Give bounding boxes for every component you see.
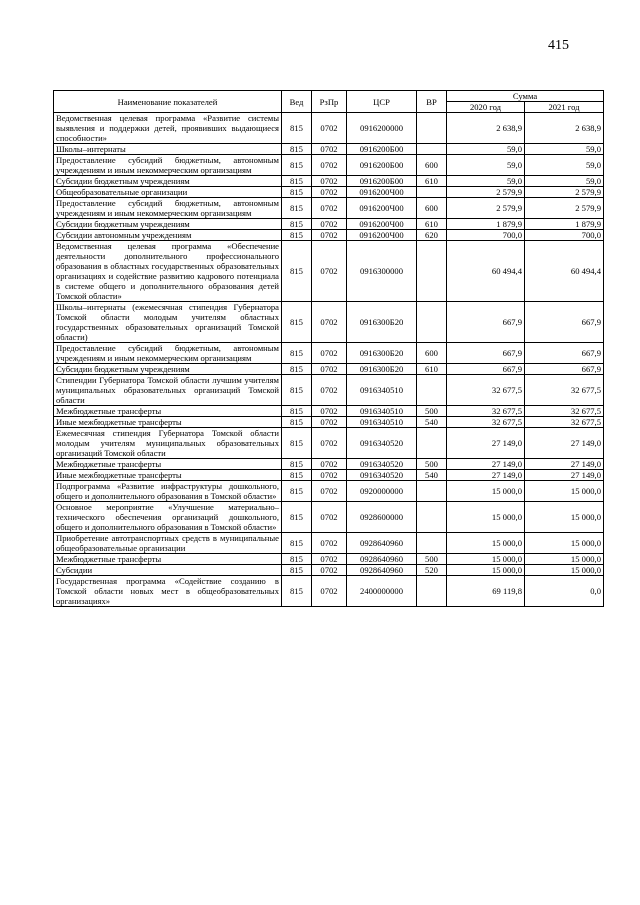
- table-row: [54, 302, 604, 343]
- cell-csr: 0916300Б20: [347, 302, 417, 343]
- cell-2020: 2 579,9: [447, 187, 525, 198]
- cell-vr: 610: [417, 219, 447, 230]
- cell-rzpr: 0702: [312, 155, 347, 176]
- budget-table: [53, 90, 604, 607]
- cell-ved: 815: [282, 459, 312, 470]
- cell-name: Предоставление субсидий бюджетным, автономным учреждениям и иным некоммерческим организациям: [54, 155, 282, 176]
- cell-2020: 60 494,4: [447, 241, 525, 302]
- table-row: [54, 533, 604, 554]
- table-row: [54, 565, 604, 576]
- cell-vr: 610: [417, 364, 447, 375]
- cell-name: Иные межбюджетные трансферты: [54, 417, 282, 428]
- cell-rzpr: 0702: [312, 576, 347, 607]
- cell-name: Ведомственная целевая программа «Обеспечение деятельности дополнительного профессионального образования в областных государственных образовательных организациях и содействие развитию кадрового потенциала в системе общего и дополнительного образования детей Томской области»: [54, 241, 282, 302]
- cell-ved: 815: [282, 230, 312, 241]
- table-row: [54, 406, 604, 417]
- cell-2020: 27 149,0: [447, 428, 525, 459]
- cell-name: Субсидии бюджетным учреждениям: [54, 364, 282, 375]
- table-row: [54, 230, 604, 241]
- cell-2020: 15 000,0: [447, 565, 525, 576]
- cell-2020: 2 638,9: [447, 113, 525, 144]
- cell-2021: 667,9: [525, 343, 604, 364]
- cell-csr: 2400000000: [347, 576, 417, 607]
- cell-csr: 0916340510: [347, 417, 417, 428]
- cell-rzpr: 0702: [312, 230, 347, 241]
- cell-rzpr: 0702: [312, 302, 347, 343]
- cell-vr: [417, 428, 447, 459]
- cell-rzpr: 0702: [312, 198, 347, 219]
- table-row: [54, 417, 604, 428]
- cell-2021: 27 149,0: [525, 459, 604, 470]
- cell-vr: 600: [417, 155, 447, 176]
- cell-ved: 815: [282, 533, 312, 554]
- table-row: [54, 428, 604, 459]
- cell-ved: 815: [282, 176, 312, 187]
- cell-csr: 0916200Б00: [347, 155, 417, 176]
- cell-rzpr: 0702: [312, 502, 347, 533]
- page-number: 415: [548, 38, 569, 53]
- cell-csr: 0916340520: [347, 459, 417, 470]
- cell-rzpr: 0702: [312, 459, 347, 470]
- cell-rzpr: 0702: [312, 144, 347, 155]
- table-row: [54, 155, 604, 176]
- cell-rzpr: 0702: [312, 113, 347, 144]
- cell-csr: 0916200Ч00: [347, 230, 417, 241]
- cell-2020: 667,9: [447, 302, 525, 343]
- cell-rzpr: 0702: [312, 565, 347, 576]
- cell-2021: 32 677,5: [525, 417, 604, 428]
- cell-csr: 0916300000: [347, 241, 417, 302]
- cell-2021: 15 000,0: [525, 481, 604, 502]
- table-row: [54, 470, 604, 481]
- table-row: [54, 375, 604, 406]
- cell-2021: 2 638,9: [525, 113, 604, 144]
- cell-vr: 540: [417, 470, 447, 481]
- cell-2021: 0,0: [525, 576, 604, 607]
- cell-2021: 59,0: [525, 144, 604, 155]
- table-row: [54, 554, 604, 565]
- cell-vr: [417, 533, 447, 554]
- cell-2020: 15 000,0: [447, 502, 525, 533]
- cell-vr: [417, 187, 447, 198]
- cell-ved: 815: [282, 302, 312, 343]
- cell-csr: 0916340520: [347, 470, 417, 481]
- cell-vr: [417, 502, 447, 533]
- cell-ved: 815: [282, 187, 312, 198]
- cell-ved: 815: [282, 144, 312, 155]
- cell-2020: 69 119,8: [447, 576, 525, 607]
- cell-csr: 0916200Б00: [347, 176, 417, 187]
- cell-vr: [417, 302, 447, 343]
- cell-ved: 815: [282, 470, 312, 481]
- cell-name: Стипендии Губернатора Томской области лучшим учителям муниципальных образовательных организаций Томской области: [54, 375, 282, 406]
- cell-2020: 15 000,0: [447, 554, 525, 565]
- cell-name: Межбюджетные трансферты: [54, 554, 282, 565]
- cell-2021: 59,0: [525, 176, 604, 187]
- table-row: [54, 113, 604, 144]
- cell-ved: 815: [282, 198, 312, 219]
- cell-2021: 667,9: [525, 364, 604, 375]
- cell-2020: 667,9: [447, 343, 525, 364]
- cell-csr: 0916200Б00: [347, 144, 417, 155]
- cell-csr: 0916200Ч00: [347, 198, 417, 219]
- cell-ved: 815: [282, 343, 312, 364]
- table-row: [54, 459, 604, 470]
- table-row: [54, 502, 604, 533]
- cell-name: Приобретение автотранспортных средств в муниципальные общеобразовательные организации: [54, 533, 282, 554]
- cell-2020: 27 149,0: [447, 459, 525, 470]
- cell-vr: 500: [417, 554, 447, 565]
- cell-name: Школы–интернаты: [54, 144, 282, 155]
- cell-vr: 610: [417, 176, 447, 187]
- cell-rzpr: 0702: [312, 481, 347, 502]
- cell-ved: 815: [282, 219, 312, 230]
- cell-ved: 815: [282, 428, 312, 459]
- cell-2020: 2 579,9: [447, 198, 525, 219]
- cell-ved: 815: [282, 554, 312, 565]
- cell-2021: 1 879,9: [525, 219, 604, 230]
- cell-csr: 0928600000: [347, 502, 417, 533]
- cell-2021: 700,0: [525, 230, 604, 241]
- cell-csr: 0928640960: [347, 554, 417, 565]
- cell-csr: 0916200Ч00: [347, 219, 417, 230]
- cell-vr: [417, 144, 447, 155]
- cell-ved: 815: [282, 417, 312, 428]
- header-2021: 2021 год: [525, 102, 604, 113]
- cell-name: Субсидии автономным учреждениям: [54, 230, 282, 241]
- cell-2020: 1 879,9: [447, 219, 525, 230]
- cell-ved: 815: [282, 502, 312, 533]
- cell-name: Ежемесячная стипендия Губернатора Томской области молодым учителям муниципальных образовательных организаций Томской области: [54, 428, 282, 459]
- cell-vr: [417, 481, 447, 502]
- cell-name: Предоставление субсидий бюджетным, автономным учреждениям и иным некоммерческим организациям: [54, 198, 282, 219]
- cell-ved: 815: [282, 406, 312, 417]
- cell-2021: 15 000,0: [525, 502, 604, 533]
- cell-2021: 667,9: [525, 302, 604, 343]
- cell-2020: 700,0: [447, 230, 525, 241]
- cell-vr: [417, 113, 447, 144]
- cell-2020: 59,0: [447, 144, 525, 155]
- cell-csr: 0916300Б20: [347, 343, 417, 364]
- cell-rzpr: 0702: [312, 428, 347, 459]
- cell-ved: 815: [282, 481, 312, 502]
- cell-ved: 815: [282, 241, 312, 302]
- cell-name: Субсидии бюджетным учреждениям: [54, 219, 282, 230]
- header-vr: ВР: [417, 91, 447, 113]
- cell-rzpr: 0702: [312, 406, 347, 417]
- cell-ved: 815: [282, 155, 312, 176]
- cell-2021: 32 677,5: [525, 406, 604, 417]
- cell-vr: [417, 375, 447, 406]
- table-row: [54, 176, 604, 187]
- cell-vr: 500: [417, 459, 447, 470]
- cell-2020: 32 677,5: [447, 417, 525, 428]
- cell-name: Ведомственная целевая программа «Развитие системы выявления и поддержки детей, проявивших выдающиеся способности»: [54, 113, 282, 144]
- cell-csr: 0928640960: [347, 533, 417, 554]
- cell-vr: 540: [417, 417, 447, 428]
- header-csr: ЦСР: [347, 91, 417, 113]
- table-row: [54, 364, 604, 375]
- cell-ved: 815: [282, 113, 312, 144]
- cell-rzpr: 0702: [312, 417, 347, 428]
- cell-ved: 815: [282, 576, 312, 607]
- cell-2021: 59,0: [525, 155, 604, 176]
- cell-csr: 0916340520: [347, 428, 417, 459]
- cell-rzpr: 0702: [312, 176, 347, 187]
- cell-rzpr: 0702: [312, 375, 347, 406]
- cell-name: Предоставление субсидий бюджетным, автономным учреждениям и иным некоммерческим организациям: [54, 343, 282, 364]
- cell-2021: 15 000,0: [525, 554, 604, 565]
- cell-name: Государственная программа «Содействие созданию в Томской области новых мест в общеобразовательных организациях»: [54, 576, 282, 607]
- cell-2021: 60 494,4: [525, 241, 604, 302]
- header-rzpr: РзПр: [312, 91, 347, 113]
- cell-ved: 815: [282, 364, 312, 375]
- cell-rzpr: 0702: [312, 187, 347, 198]
- cell-2021: 15 000,0: [525, 533, 604, 554]
- cell-name: Иные межбюджетные трансферты: [54, 470, 282, 481]
- cell-2020: 15 000,0: [447, 533, 525, 554]
- cell-2021: 32 677,5: [525, 375, 604, 406]
- cell-csr: 0928640960: [347, 565, 417, 576]
- cell-csr: 0916340510: [347, 375, 417, 406]
- cell-name: Общеобразовательные организации: [54, 187, 282, 198]
- header-ved: Вед: [282, 91, 312, 113]
- cell-2021: 27 149,0: [525, 470, 604, 481]
- table-row: [54, 576, 604, 607]
- cell-name: Субсидии бюджетным учреждениям: [54, 176, 282, 187]
- cell-2021: 2 579,9: [525, 187, 604, 198]
- cell-name: Школы–интернаты (ежемесячная стипендия Губернатора Томской области молодым учителям областных государственных образовательных организаций Томской области): [54, 302, 282, 343]
- cell-rzpr: 0702: [312, 343, 347, 364]
- cell-csr: 0916340510: [347, 406, 417, 417]
- cell-vr: 500: [417, 406, 447, 417]
- cell-name: Основное мероприятие «Улучшение материально–технического обеспечения организаций дошкольного, общего и дополнительного образования в Томской области»: [54, 502, 282, 533]
- cell-rzpr: 0702: [312, 241, 347, 302]
- table-row: [54, 481, 604, 502]
- cell-2020: 59,0: [447, 176, 525, 187]
- cell-vr: [417, 241, 447, 302]
- cell-vr: 520: [417, 565, 447, 576]
- cell-vr: [417, 576, 447, 607]
- cell-name: Подпрограмма «Развитие инфраструктуры дошкольного, общего и дополнительного образования в Томской области»: [54, 481, 282, 502]
- cell-2021: 15 000,0: [525, 565, 604, 576]
- table-row: [54, 144, 604, 155]
- cell-csr: 0916200Ч00: [347, 187, 417, 198]
- table-row: [54, 343, 604, 364]
- table-row: [54, 241, 604, 302]
- cell-name: Межбюджетные трансферты: [54, 459, 282, 470]
- cell-2020: 27 149,0: [447, 470, 525, 481]
- cell-rzpr: 0702: [312, 219, 347, 230]
- cell-ved: 815: [282, 565, 312, 576]
- cell-rzpr: 0702: [312, 364, 347, 375]
- cell-vr: 600: [417, 343, 447, 364]
- cell-rzpr: 0702: [312, 533, 347, 554]
- cell-2020: 667,9: [447, 364, 525, 375]
- cell-2020: 32 677,5: [447, 375, 525, 406]
- cell-vr: 600: [417, 198, 447, 219]
- cell-rzpr: 0702: [312, 470, 347, 481]
- cell-2020: 15 000,0: [447, 481, 525, 502]
- cell-2020: 59,0: [447, 155, 525, 176]
- cell-name: Субсидии: [54, 565, 282, 576]
- table-row: [54, 219, 604, 230]
- cell-2020: 32 677,5: [447, 406, 525, 417]
- header-2020: 2020 год: [447, 102, 525, 113]
- cell-name: Межбюджетные трансферты: [54, 406, 282, 417]
- table-body: [54, 113, 604, 607]
- header-name: Наименование показателей: [54, 91, 282, 113]
- cell-csr: 0916300Б20: [347, 364, 417, 375]
- cell-rzpr: 0702: [312, 554, 347, 565]
- cell-csr: 0920000000: [347, 481, 417, 502]
- cell-vr: 620: [417, 230, 447, 241]
- cell-ved: 815: [282, 375, 312, 406]
- cell-2021: 2 579,9: [525, 198, 604, 219]
- cell-csr: 0916200000: [347, 113, 417, 144]
- cell-2021: 27 149,0: [525, 428, 604, 459]
- table-row: [54, 187, 604, 198]
- header-summa: Сумма: [447, 91, 604, 102]
- table-row: [54, 198, 604, 219]
